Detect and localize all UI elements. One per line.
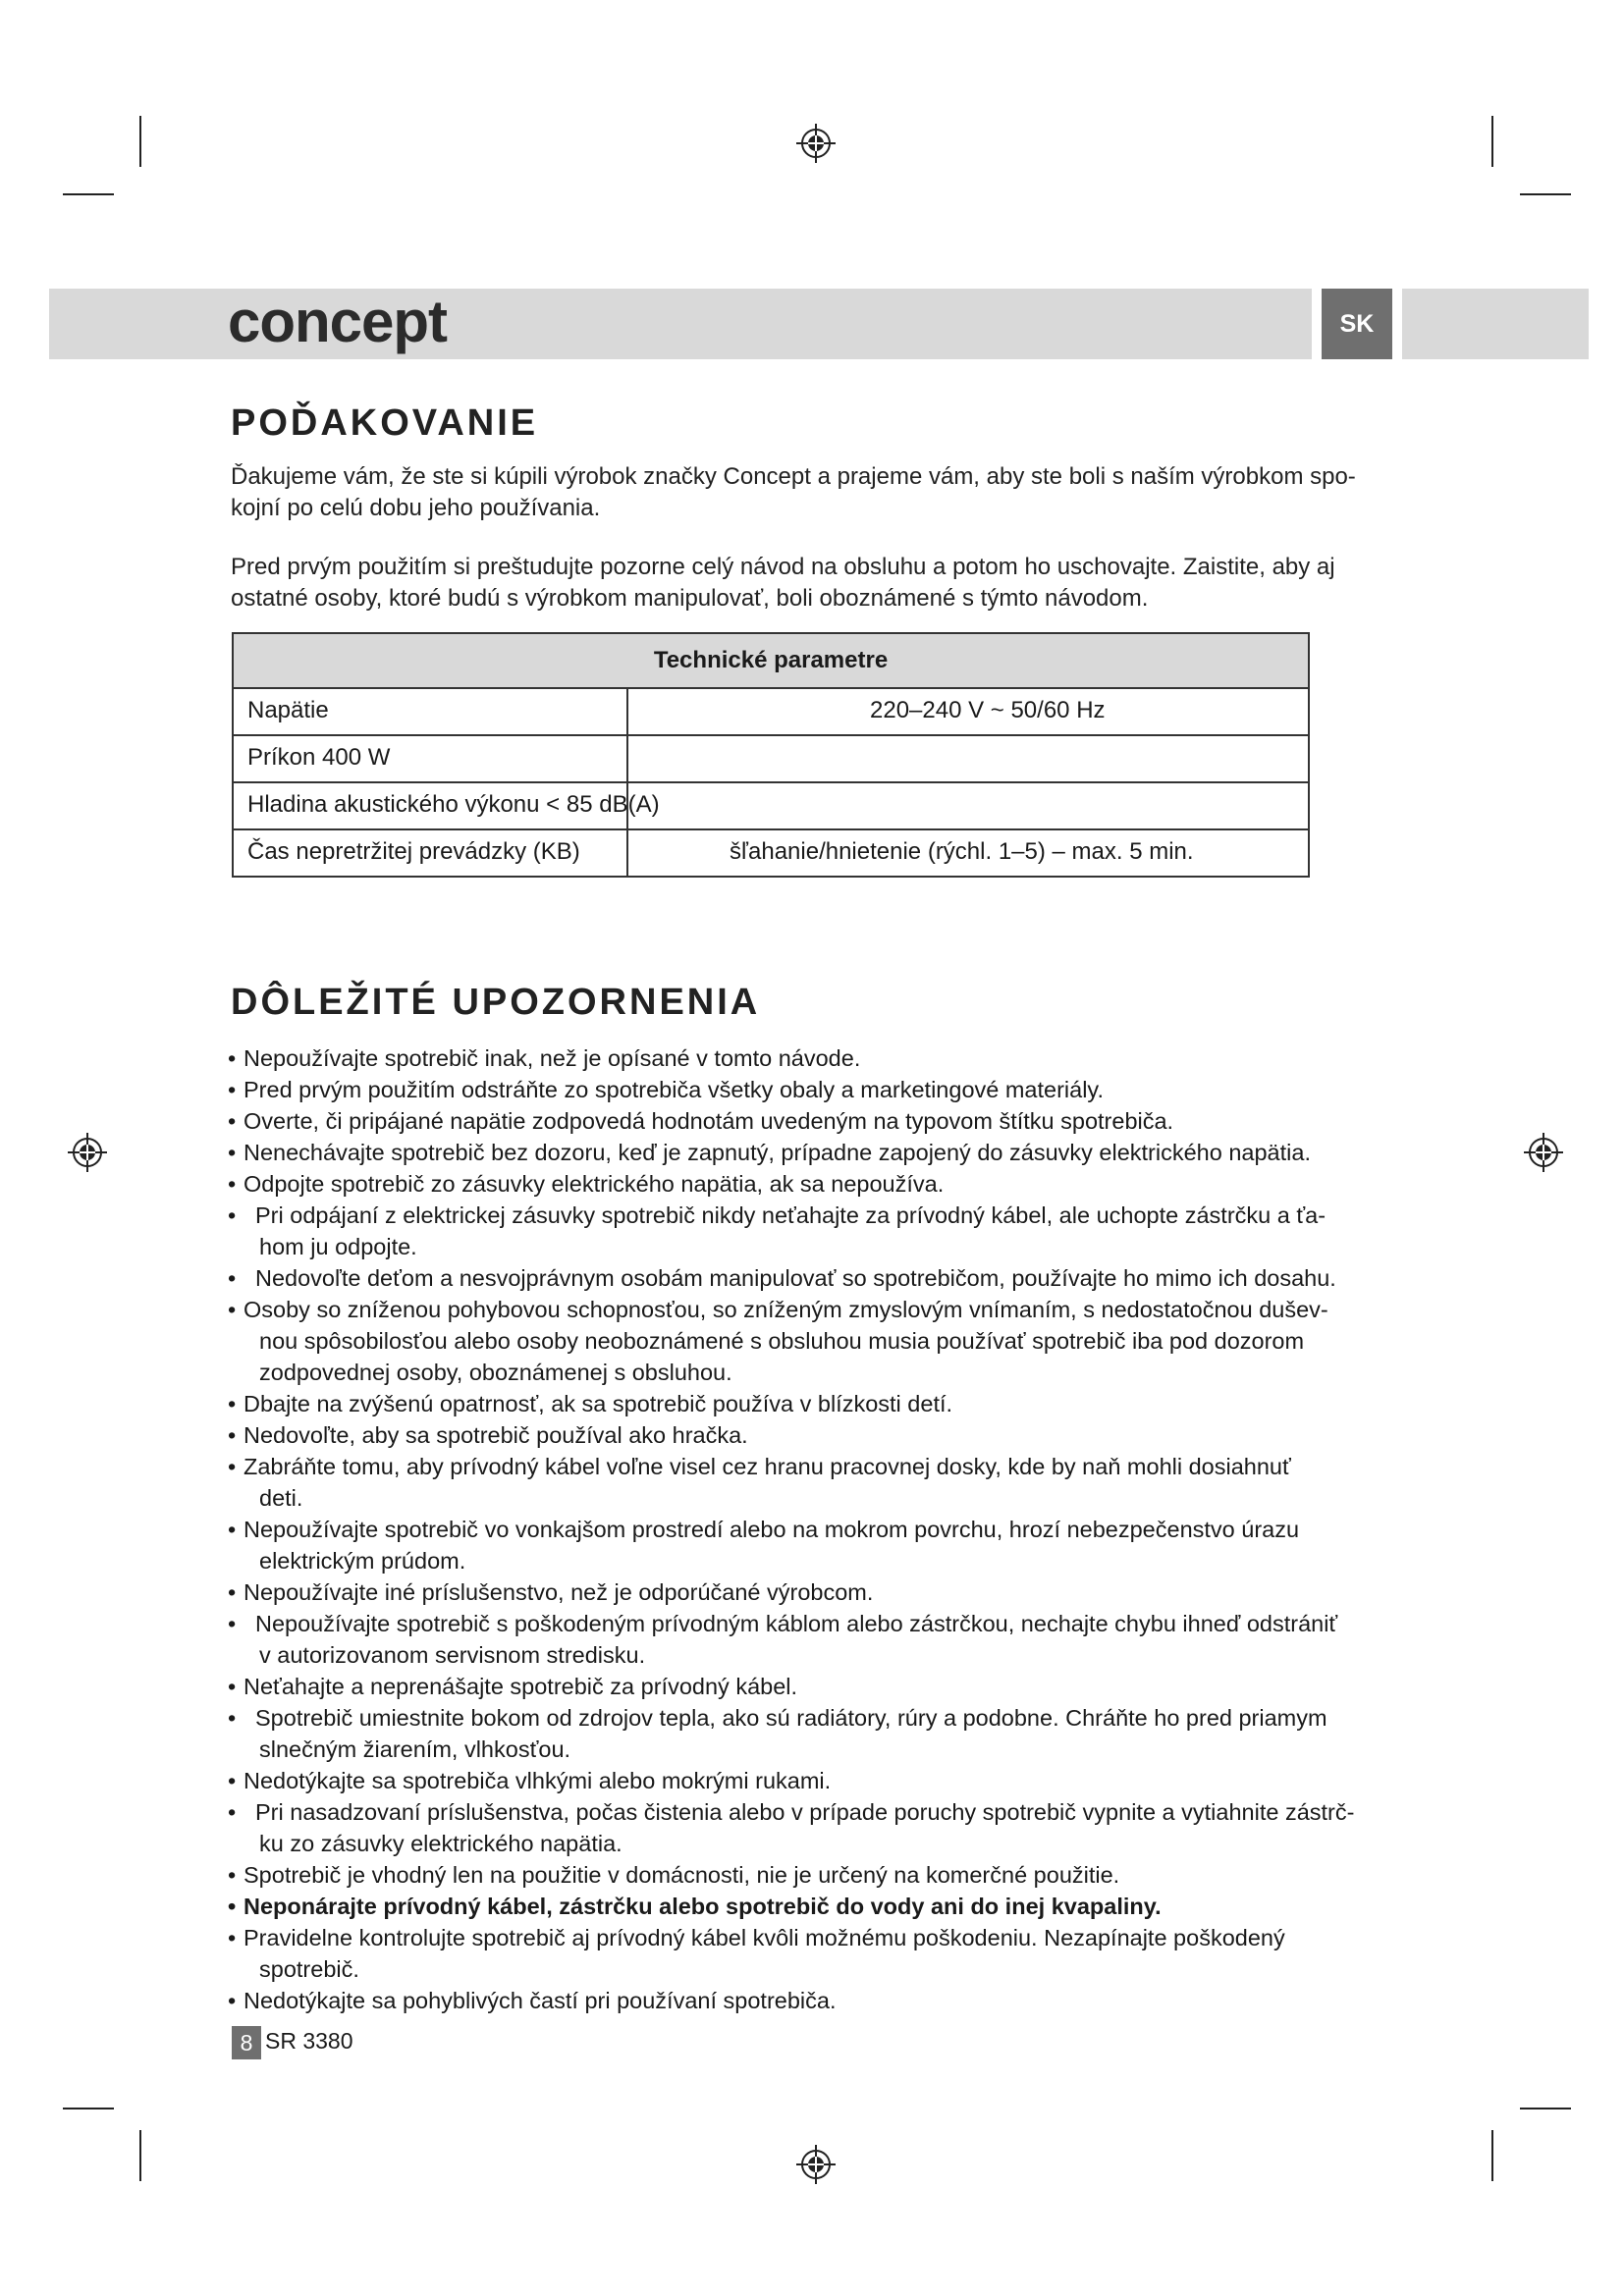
list-item-continuation: elektrickým prúdom.: [259, 1548, 466, 1574]
list-item: • Neťahajte a neprenášajte spotrebič za prívodný kábel.: [228, 1674, 798, 1699]
list-item-continuation: ku zo zásuvky elektrického napätia.: [259, 1831, 623, 1856]
list-item: • Nedotýkajte sa pohyblivých častí pri používaní spotrebiča.: [228, 1988, 837, 2013]
list-item: • Nepoužívajte iné príslušenstvo, než je odporúčané výrobcom.: [228, 1579, 874, 1605]
technical-parameters-table: [232, 632, 1310, 878]
list-item-text: Nedotýkajte sa pohyblivých častí pri používaní spotrebiča.: [244, 1988, 837, 2013]
list-item-text: Nepoužívajte iné príslušenstvo, než je odporúčané výrobcom.: [244, 1579, 874, 1605]
list-item-continuation: hom ju odpojte.: [259, 1234, 417, 1259]
list-item-text: Nedotýkajte sa spotrebiča vlhkými alebo mokrými rukami.: [244, 1768, 832, 1793]
table-cell-label: Hladina akustického výkonu < 85 dB(A): [247, 791, 660, 818]
list-item-text: Odpojte spotrebič zo zásuvky elektrického napätia, ak sa nepoužíva.: [244, 1171, 945, 1197]
table-row: [234, 687, 1308, 734]
intro-line: Ďakujeme vám, že ste si kúpili výrobok značky Concept a prajeme vám, aby ste boli s naším výrobkom spo-: [231, 463, 1356, 490]
list-item: • Osoby so zníženou pohybovou schopnosťou, so zníženým zmyslovým vnímaním, s nedostatočnou dušev- nou spôsobilosťou alebo osoby neoboznámené s obsluhou musia používať spotrebič iba pod dozorom zodpovednej osoby, oboznámenej s obsluhou.: [228, 1294, 1406, 1388]
list-item: • Nedotýkajte sa spotrebiča vlhkými alebo mokrými rukami.: [228, 1768, 832, 1793]
model-number: SR 3380: [265, 2028, 353, 2054]
table-row: [234, 828, 1308, 876]
list-item: • Nedovoľte deťom a nesvojprávnym osobám manipulovať so spotrebičom, používajte ho mimo ich dosahu.: [228, 1265, 1336, 1291]
list-item-text: Nenechávajte spotrebič bez dozoru, keď je zapnutý, prípadne zapojený do zásuvky elektrického napätia.: [244, 1140, 1311, 1165]
list-item-text: Nepoužívajte spotrebič vo vonkajšom prostredí alebo na mokrom povrchu, hrozí nebezpečenstvo úrazu: [244, 1517, 1300, 1542]
brand-logo: concept: [228, 289, 448, 354]
crop-mark: [1520, 193, 1571, 195]
section-title-warnings: DÔLEŽITÉ UPOZORNENIA: [231, 982, 761, 1023]
table-cell-value: šľahanie/hnietenie (rýchl. 1–5) – max. 5 min.: [730, 838, 1194, 865]
list-item-text: Dbajte na zvýšenú opatrnosť, ak sa spotrebič používa v blízkosti detí.: [244, 1391, 953, 1416]
list-item: • Nepoužívajte spotrebič s poškodeným prívodným káblom alebo zástrčkou, nechajte chybu ihneď odstrániť v autorizovanom servisnom stredisku.: [228, 1608, 1406, 1671]
list-item-text: Nepoužívajte spotrebič inak, než je opísané v tomto návode.: [244, 1045, 861, 1071]
crop-mark: [1520, 2108, 1571, 2109]
intro-paragraph: [231, 461, 1409, 524]
list-item: • Pravidelne kontrolujte spotrebič aj prívodný kábel kvôli možnému poškodeniu. Nezapínajte poškodený spotrebič.: [228, 1922, 1406, 1985]
warnings-list: [228, 1042, 1406, 2016]
list-item: • Dbajte na zvýšenú opatrnosť, ak sa spotrebič používa v blízkosti detí.: [228, 1391, 953, 1416]
list-item-text: Spotrebič umiestnite bokom od zdrojov tepla, ako sú radiátory, rúry a podobne. Chráňte ho pred priamym: [255, 1705, 1327, 1731]
list-item-text: Neťahajte a neprenášajte spotrebič za prívodný kábel.: [244, 1674, 798, 1699]
list-item-text: Pravidelne kontrolujte spotrebič aj prívodný kábel kvôli možnému poškodeniu. Nezapínajte poškodený: [244, 1925, 1285, 1950]
list-item-warning: • Neponárajte prívodný kábel, zástrčku alebo spotrebič do vody ani do inej kvapaliny.: [228, 1894, 1162, 1919]
crop-mark: [63, 193, 114, 195]
table-row: [234, 734, 1308, 781]
language-badge: SK: [1322, 289, 1392, 359]
table-cell-label: Čas nepretržitej prevádzky (KB): [247, 838, 580, 865]
list-item: • Overte, či pripájané napätie zodpovedá hodnotám uvedeným na typovom štítku spotrebiča.: [228, 1108, 1174, 1134]
table-cell-label: Napätie: [247, 697, 329, 723]
instructions-line: Pred prvým použitím si preštudujte pozorne celý návod na obsluhu a potom ho uschovajte. Zaistite, aby aj: [231, 554, 1335, 580]
list-item-continuation: v autorizovanom servisnom stredisku.: [259, 1642, 646, 1668]
page-number: 8: [232, 2026, 261, 2059]
list-item: • Spotrebič je vhodný len na použitie v domácnosti, nie je určený na komerčné použitie.: [228, 1862, 1120, 1888]
crop-mark: [139, 116, 141, 167]
registration-mark-icon: [66, 1131, 109, 1174]
registration-mark-icon: [1522, 1131, 1565, 1174]
table-header: Technické parametre: [234, 634, 1308, 687]
list-item: • Zabráňte tomu, aby prívodný kábel voľne visel cez hranu pracovnej dosky, kde by naň mohli dosiahnuť deti.: [228, 1451, 1406, 1514]
list-item-continuation: zodpovednej osoby, oboznámenej s obsluhou.: [259, 1360, 732, 1385]
list-item-text: Osoby so zníženou pohybovou schopnosťou, so zníženým zmyslovým vnímaním, s nedostatočnou dušev-: [244, 1297, 1328, 1322]
registration-mark-icon: [794, 2143, 838, 2186]
list-item-text: Pri nasadzovaní príslušenstva, počas čistenia alebo v prípade poruchy spotrebič vypnite a vytiahnite zástrč-: [255, 1799, 1355, 1825]
list-item: • Nenechávajte spotrebič bez dozoru, keď je zapnutý, prípadne zapojený do zásuvky elektrického napätia.: [228, 1140, 1311, 1165]
intro-line: kojní po celú dobu jeho používania.: [231, 495, 601, 521]
crop-mark: [1491, 116, 1493, 167]
list-item: • Nedovoľte, aby sa spotrebič používal ako hračka.: [228, 1422, 748, 1448]
list-item-text: Pred prvým použitím odstráňte zo spotrebiča všetky obaly a marketingové materiály.: [244, 1077, 1104, 1102]
crop-mark: [63, 2108, 114, 2109]
list-item: • Pri odpájaní z elektrickej zásuvky spotrebič nikdy neťahajte za prívodný kábel, ale uchopte zástrčku a ťa- hom ju odpojte.: [228, 1200, 1406, 1262]
list-item-continuation: spotrebič.: [259, 1956, 359, 1982]
crop-mark: [1491, 2130, 1493, 2181]
list-item-continuation: deti.: [259, 1485, 303, 1511]
list-item-continuation: slnečným žiarením, vlhkosťou.: [259, 1736, 571, 1762]
instructions-paragraph: [231, 552, 1409, 614]
instructions-line: ostatné osoby, ktoré budú s výrobkom manipulovať, boli oboznámené s týmto návodom.: [231, 585, 1149, 612]
list-item-text: Nepoužívajte spotrebič s poškodeným prívodným káblom alebo zástrčkou, nechajte chybu ihneď odstrániť: [255, 1611, 1338, 1636]
header-bar-end: [1402, 289, 1589, 359]
crop-mark: [139, 2130, 141, 2181]
list-item-text: Nedovoľte deťom a nesvojprávnym osobám manipulovať so spotrebičom, používajte ho mimo ich dosahu.: [255, 1265, 1336, 1291]
section-title-thanks: POĎAKOVANIE: [231, 402, 539, 444]
list-item-text: Spotrebič je vhodný len na použitie v domácnosti, nie je určený na komerčné použitie.: [244, 1862, 1120, 1888]
table-row: [234, 781, 1308, 828]
table-cell-value: 220–240 V ~ 50/60 Hz: [870, 697, 1106, 723]
list-item: • Nepoužívajte spotrebič inak, než je opísané v tomto návode.: [228, 1045, 861, 1071]
list-item-text: Overte, či pripájané napätie zodpovedá hodnotám uvedeným na typovom štítku spotrebiča.: [244, 1108, 1174, 1134]
registration-mark-icon: [794, 122, 838, 165]
list-item-text: Neponárajte prívodný kábel, zástrčku alebo spotrebič do vody ani do inej kvapaliny.: [244, 1894, 1162, 1919]
list-item-text: Nedovoľte, aby sa spotrebič používal ako hračka.: [244, 1422, 748, 1448]
list-item-continuation: nou spôsobilosťou alebo osoby neoboznámené s obsluhou musia používať spotrebič iba pod dozorom: [259, 1328, 1305, 1354]
list-item: • Pred prvým použitím odstráňte zo spotrebiča všetky obaly a marketingové materiály.: [228, 1077, 1104, 1102]
list-item-text: Zabráňte tomu, aby prívodný kábel voľne visel cez hranu pracovnej dosky, kde by naň mohli dosiahnuť: [244, 1454, 1291, 1479]
list-item: • Pri nasadzovaní príslušenstva, počas čistenia alebo v prípade poruchy spotrebič vypnite a vytiahnite zástrč- ku zo zásuvky elektrického napätia.: [228, 1796, 1406, 1859]
list-item: • Odpojte spotrebič zo zásuvky elektrického napätia, ak sa nepoužíva.: [228, 1171, 945, 1197]
list-item: • Spotrebič umiestnite bokom od zdrojov tepla, ako sú radiátory, rúry a podobne. Chráňte ho pred priamym slnečným žiarením, vlhkosťou.: [228, 1702, 1406, 1765]
list-item-text: Pri odpájaní z elektrickej zásuvky spotrebič nikdy neťahajte za prívodný kábel, ale uchopte zástrčku a ťa-: [255, 1202, 1326, 1228]
list-item: • Nepoužívajte spotrebič vo vonkajšom prostredí alebo na mokrom povrchu, hrozí nebezpečenstvo úrazu elektrickým prúdom.: [228, 1514, 1406, 1576]
table-cell-label: Príkon 400 W: [247, 744, 391, 771]
